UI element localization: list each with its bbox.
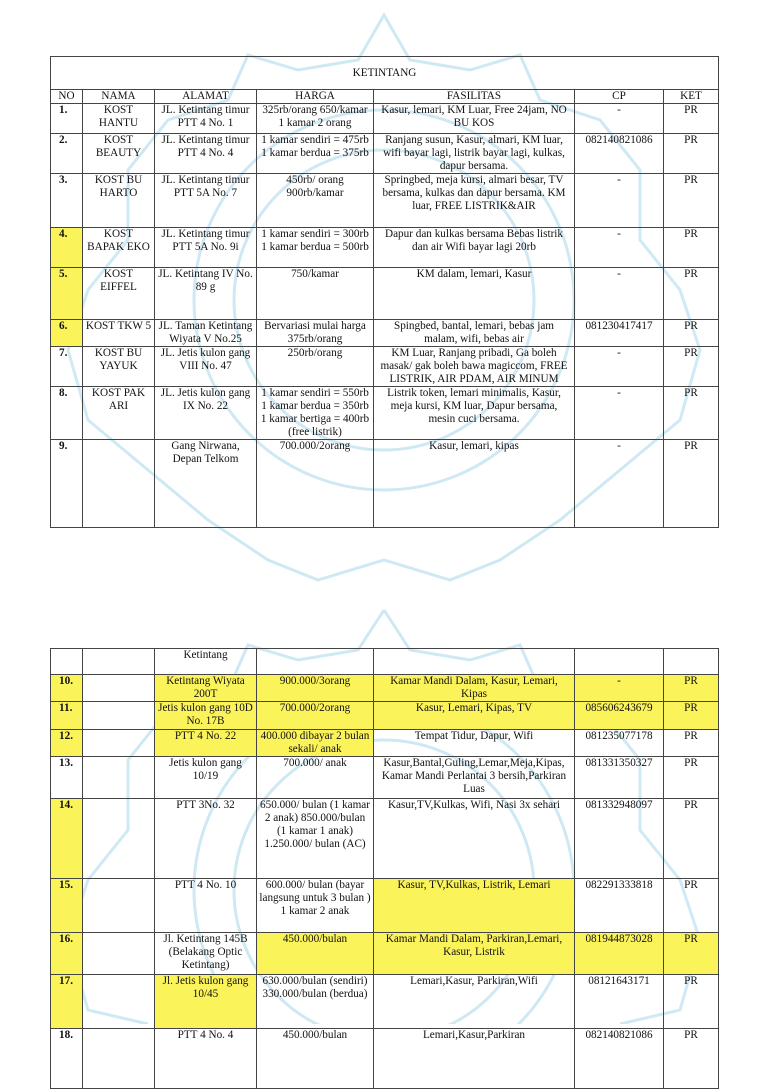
cell-fasilitas: Lemari,Kasur, Parkiran,Wifi bbox=[374, 975, 575, 1029]
cell-harga: Bervariasi mulai harga 375rb/orang bbox=[257, 320, 374, 347]
cell-cp bbox=[575, 649, 664, 675]
cell-nama: KOST HANTU bbox=[83, 104, 155, 134]
cell-no: 8. bbox=[51, 387, 83, 440]
cell-alamat: JL. Jetis kulon gang IX No. 22 bbox=[155, 387, 257, 440]
cell-ket: PR bbox=[664, 440, 719, 528]
cell-ket: PR bbox=[664, 268, 719, 320]
table-row bbox=[51, 134, 719, 174]
cell-no: 3. bbox=[51, 174, 83, 228]
cell-nama bbox=[83, 757, 155, 799]
cell-fasilitas: Listrik token, lemari minimalis, Kasur, meja kursi, KM luar, Dapur bersama, mesin cuci bersama. bbox=[374, 387, 575, 440]
cell-harga: 450.000/bulan bbox=[257, 1029, 374, 1089]
cell-no: 15. bbox=[51, 879, 83, 933]
cell-nama bbox=[83, 933, 155, 975]
cell-ket: PR bbox=[664, 757, 719, 799]
cell-cp: - bbox=[575, 228, 664, 268]
cell-nama bbox=[83, 975, 155, 1029]
cell-nama bbox=[83, 1029, 155, 1089]
cell-ket: PR bbox=[664, 134, 719, 174]
cell-ket: PR bbox=[664, 975, 719, 1029]
cell-no: 6. bbox=[51, 320, 83, 347]
cell-no: 17. bbox=[51, 975, 83, 1029]
cell-fasilitas: Kasur, lemari, KM Luar, Free 24jam, NO BU KOS bbox=[374, 104, 575, 134]
cell-fasilitas: Kamar Mandi Dalam, Parkiran,Lemari, Kasur, Listrik bbox=[374, 933, 575, 975]
cell-fasilitas: Kasur, Lemari, Kipas, TV bbox=[374, 702, 575, 730]
cell-nama: KOST BU HARTO bbox=[83, 174, 155, 228]
cell-no: 4. bbox=[51, 228, 83, 268]
header-row bbox=[51, 90, 719, 104]
header-nama: NAMA bbox=[83, 90, 155, 104]
cell-harga: 630.000/bulan (sendiri) 330.000/bulan (berdua) bbox=[257, 975, 374, 1029]
cell-fasilitas: Kasur,TV,Kulkas, Wifi, Nasi 3x sehari bbox=[374, 799, 575, 879]
cell-harga: 450.000/bulan bbox=[257, 933, 374, 975]
cell-harga: 1 kamar sendiri = 300rb 1 kamar berdua = 500rb bbox=[257, 228, 374, 268]
cell-nama bbox=[83, 730, 155, 757]
cell-cp: 08121643171 bbox=[575, 975, 664, 1029]
table-row bbox=[51, 730, 719, 757]
cell-no: 7. bbox=[51, 347, 83, 387]
table-row bbox=[51, 174, 719, 228]
cell-no: 18. bbox=[51, 1029, 83, 1089]
table-title: KETINTANG bbox=[51, 57, 719, 90]
table-row bbox=[51, 649, 719, 675]
header-fasilitas: FASILITAS bbox=[374, 90, 575, 104]
cell-alamat: Jl. Jetis kulon gang 10/45 bbox=[155, 975, 257, 1029]
table-row bbox=[51, 757, 719, 799]
cell-alamat: JL. Ketintang timur PTT 5A No. 9i bbox=[155, 228, 257, 268]
cell-harga: 250rb/orang bbox=[257, 347, 374, 387]
cell-ket bbox=[664, 649, 719, 675]
cell-harga: 900.000/3orang bbox=[257, 675, 374, 702]
cell-fasilitas: Ranjang susun, Kasur, almari, KM luar, wifi bayar lagi, listrik bayar lagi, kulkas, dapur bersama. bbox=[374, 134, 575, 174]
cell-alamat: Ketintang Wiyata 200T bbox=[155, 675, 257, 702]
table-row bbox=[51, 268, 719, 320]
cell-cp: - bbox=[575, 675, 664, 702]
cell-harga: 650.000/ bulan (1 kamar 2 anak) 850.000/bulan (1 kamar 1 anak) 1.250.000/ bulan (AC) bbox=[257, 799, 374, 879]
cell-alamat: JL. Ketintang IV No. 89 g bbox=[155, 268, 257, 320]
cell-harga: 750/kamar bbox=[257, 268, 374, 320]
cell-nama: KOST BU YAYUK bbox=[83, 347, 155, 387]
cell-alamat: PTT 4 No. 22 bbox=[155, 730, 257, 757]
cell-no: 9. bbox=[51, 440, 83, 528]
header-ket: KET bbox=[664, 90, 719, 104]
cell-ket: PR bbox=[664, 174, 719, 228]
cell-harga: 700.000/2orang bbox=[257, 440, 374, 528]
cell-no: 14. bbox=[51, 799, 83, 879]
cell-no: 13. bbox=[51, 757, 83, 799]
cell-cp: - bbox=[575, 268, 664, 320]
cell-ket: PR bbox=[664, 933, 719, 975]
cell-harga bbox=[257, 649, 374, 675]
cell-harga: 325rb/orang 650/kamar 1 kamar 2 orang bbox=[257, 104, 374, 134]
cell-harga: 700.000/ anak bbox=[257, 757, 374, 799]
table-row bbox=[51, 1029, 719, 1089]
cell-cp: 085606243679 bbox=[575, 702, 664, 730]
cell-harga: 700.000/2orang bbox=[257, 702, 374, 730]
header-harga: HARGA bbox=[257, 90, 374, 104]
header-cp: CP bbox=[575, 90, 664, 104]
cell-cp: - bbox=[575, 440, 664, 528]
cell-alamat: Jl. Ketintang 145B (Belakang Optic Ketintang) bbox=[155, 933, 257, 975]
cell-cp: 081332948097 bbox=[575, 799, 664, 879]
cell-no: 5. bbox=[51, 268, 83, 320]
cell-harga: 600.000/ bulan (bayar langsung untuk 3 bulan ) 1 kamar 2 anak bbox=[257, 879, 374, 933]
cell-cp: 082140821086 bbox=[575, 134, 664, 174]
cell-fasilitas: Dapur dan kulkas bersama Bebas listrik dan air Wifi bayar lagi 20rb bbox=[374, 228, 575, 268]
cell-no: 12. bbox=[51, 730, 83, 757]
cell-ket: PR bbox=[664, 879, 719, 933]
cell-harga: 1 kamar sendiri = 550rb 1 kamar berdua = 350rb 1 kamar bertiga = 400rb (free listrik) bbox=[257, 387, 374, 440]
table-row bbox=[51, 675, 719, 702]
cell-ket: PR bbox=[664, 320, 719, 347]
cell-alamat: JL. Ketintang timur PTT 5A No. 7 bbox=[155, 174, 257, 228]
cell-cp: 081331350327 bbox=[575, 757, 664, 799]
cell-nama bbox=[83, 702, 155, 730]
kost-table-page-1 bbox=[50, 56, 719, 528]
cell-no: 10. bbox=[51, 675, 83, 702]
cell-cp: 082140821086 bbox=[575, 1029, 664, 1089]
cell-nama: KOST TKW 5 bbox=[83, 320, 155, 347]
cell-fasilitas: KM Luar, Ranjang pribadi, Ga boleh masak/ gak boleh bawa magiccom, FREE LISTRIK, AIR PDAM, AIR MINUM bbox=[374, 347, 575, 387]
cell-nama bbox=[83, 440, 155, 528]
cell-no: 11. bbox=[51, 702, 83, 730]
cell-fasilitas: Springbed, meja kursi, almari besar, TV bersama, kulkas dan dapur bersama. KM luar, FREE LISTRIK&AIR bbox=[374, 174, 575, 228]
cell-cp: - bbox=[575, 104, 664, 134]
cell-alamat: JL. Ketintang timur PTT 4 No. 4 bbox=[155, 134, 257, 174]
cell-ket: PR bbox=[664, 104, 719, 134]
cell-alamat: PTT 3No. 32 bbox=[155, 799, 257, 879]
cell-harga: 400.000 dibayar 2 bulan sekali/ anak bbox=[257, 730, 374, 757]
cell-cp: 081944873028 bbox=[575, 933, 664, 975]
cell-alamat: JL. Taman Ketintang Wiyata V No.25 bbox=[155, 320, 257, 347]
cell-ket: PR bbox=[664, 799, 719, 879]
header-no: NO bbox=[51, 90, 83, 104]
cell-fasilitas: Spingbed, bantal, lemari, bebas jam malam, wifi, bebas air bbox=[374, 320, 575, 347]
table-row bbox=[51, 933, 719, 975]
cell-harga: 1 kamar sendiri = 475rb 1 kamar berdua = 375rb bbox=[257, 134, 374, 174]
cell-fasilitas bbox=[374, 649, 575, 675]
cell-ket: PR bbox=[664, 730, 719, 757]
cell-alamat: JL. Ketintang timur PTT 4 No. 1 bbox=[155, 104, 257, 134]
table-row bbox=[51, 228, 719, 268]
cell-alamat: Gang Nirwana, Depan Telkom bbox=[155, 440, 257, 528]
cell-nama bbox=[83, 649, 155, 675]
cell-nama bbox=[83, 799, 155, 879]
cell-nama: KOST BEAUTY bbox=[83, 134, 155, 174]
table-row bbox=[51, 104, 719, 134]
cell-alamat: PTT 4 No. 10 bbox=[155, 879, 257, 933]
cell-alamat: PTT 4 No. 4 bbox=[155, 1029, 257, 1089]
table-row bbox=[51, 975, 719, 1029]
cell-fasilitas: Lemari,Kasur,Parkiran bbox=[374, 1029, 575, 1089]
table-row bbox=[51, 387, 719, 440]
cell-fasilitas: Kasur, TV,Kulkas, Listrik, Lemari bbox=[374, 879, 575, 933]
cell-ket: PR bbox=[664, 347, 719, 387]
cell-ket: PR bbox=[664, 228, 719, 268]
table-row bbox=[51, 799, 719, 879]
cell-ket: PR bbox=[664, 1029, 719, 1089]
cell-nama: KOST EIFFEL bbox=[83, 268, 155, 320]
cell-cp: 082291333818 bbox=[575, 879, 664, 933]
cell-no: 16. bbox=[51, 933, 83, 975]
cell-cp: - bbox=[575, 387, 664, 440]
cell-nama bbox=[83, 879, 155, 933]
cell-nama bbox=[83, 675, 155, 702]
cell-cp: 081235077178 bbox=[575, 730, 664, 757]
cell-fasilitas: Tempat Tidur, Dapur, Wifi bbox=[374, 730, 575, 757]
table-row bbox=[51, 347, 719, 387]
cell-no bbox=[51, 649, 83, 675]
cell-alamat: Jetis kulon gang 10D No. 17B bbox=[155, 702, 257, 730]
cell-alamat: JL. Jetis kulon gang VIII No. 47 bbox=[155, 347, 257, 387]
cell-alamat: Ketintang bbox=[155, 649, 257, 675]
cell-alamat: Jetis kulon gang 10/19 bbox=[155, 757, 257, 799]
cell-cp: 081230417417 bbox=[575, 320, 664, 347]
cell-fasilitas: KM dalam, lemari, Kasur bbox=[374, 268, 575, 320]
cell-fasilitas: Kasur, lemari, kipas bbox=[374, 440, 575, 528]
cell-harga: 450rb/ orang 900rb/kamar bbox=[257, 174, 374, 228]
table-row bbox=[51, 440, 719, 528]
cell-no: 1. bbox=[51, 104, 83, 134]
table-row bbox=[51, 879, 719, 933]
table-row bbox=[51, 320, 719, 347]
cell-fasilitas: Kasur,Bantal,Guling,Lemar,Meja,Kipas, Kamar Mandi Perlantai 3 bersih,Parkiran Luas bbox=[374, 757, 575, 799]
cell-fasilitas: Kamar Mandi Dalam, Kasur, Lemari, Kipas bbox=[374, 675, 575, 702]
cell-cp: - bbox=[575, 347, 664, 387]
cell-cp: - bbox=[575, 174, 664, 228]
cell-nama: KOST BAPAK EKO bbox=[83, 228, 155, 268]
header-alamat: ALAMAT bbox=[155, 90, 257, 104]
cell-ket: PR bbox=[664, 702, 719, 730]
cell-no: 2. bbox=[51, 134, 83, 174]
table-row bbox=[51, 702, 719, 730]
cell-ket: PR bbox=[664, 387, 719, 440]
cell-nama: KOST PAK ARI bbox=[83, 387, 155, 440]
cell-ket: PR bbox=[664, 675, 719, 702]
kost-table-page-2 bbox=[50, 648, 719, 1089]
